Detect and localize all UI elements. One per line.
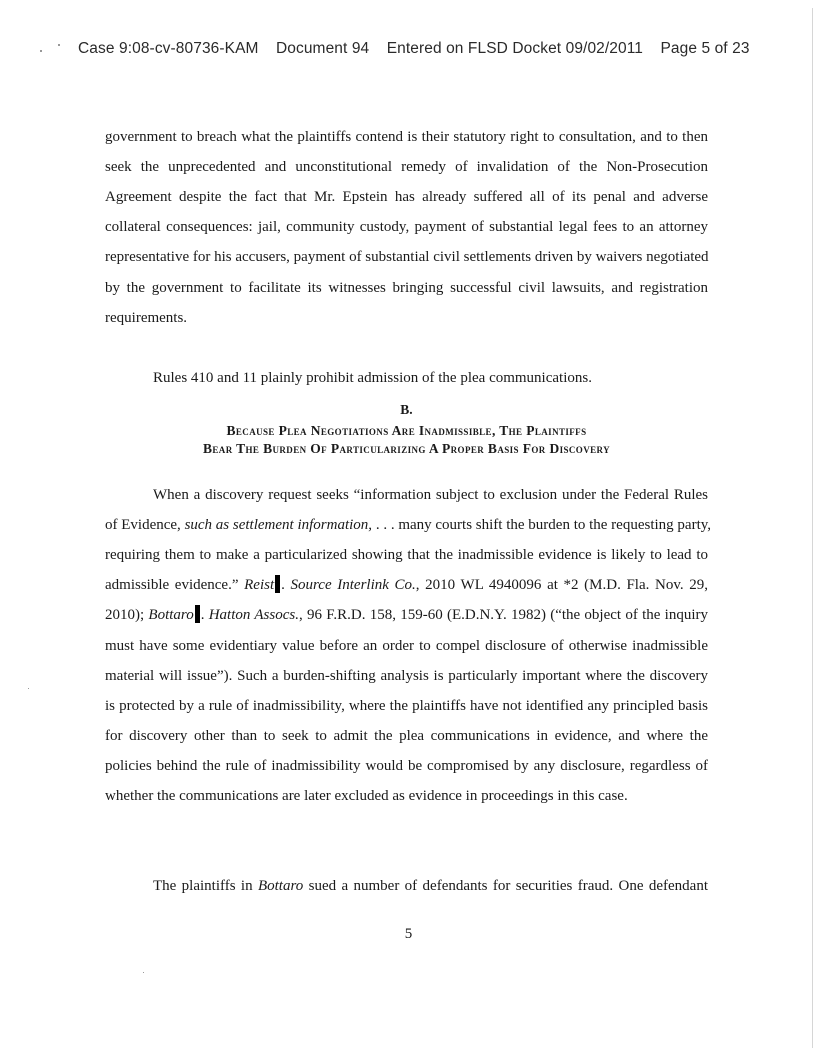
scan-speck xyxy=(40,50,42,52)
text-run: 2010); xyxy=(105,607,149,624)
header-case-number: Case 9:08-cv-80736-KAM xyxy=(78,40,259,57)
text-line: policies behind the rule of inadmissibility would be compromised by any disclosure, regardless of xyxy=(105,757,708,774)
text-line xyxy=(105,510,712,534)
case-name: Reist xyxy=(244,577,275,594)
text-run: , 96 F.R.D. 158, 159-60 (E.D.N.Y. 1982) (“the object of the inquiry xyxy=(298,607,708,624)
case-name: Source Interlink Co. xyxy=(290,577,416,594)
header-docket-entry: Entered on FLSD Docket 09/02/2011 xyxy=(386,40,644,57)
text-run: . xyxy=(200,607,209,624)
text-line: representative for his accusers, payment of substantial civil settlements driven by waivers negotiated xyxy=(105,249,709,266)
text-line: collateral consequences: jail, community custody, payment of substantial legal fees to an attorney xyxy=(105,219,708,236)
text-line: material will issue”). Such a burden-shifting analysis is particularly important where the discovery xyxy=(105,667,708,684)
text-run: admissible evidence.” xyxy=(105,577,245,594)
text-line: is protected by a rule of inadmissibility, where the plaintiffs have not identified any principled basis xyxy=(105,697,708,714)
case-name: Hatton Assocs. xyxy=(208,607,299,624)
section-heading-line-2: Bear The Burden Of Particularizing A Proper Basis For Discovery xyxy=(202,441,610,456)
text-line: Agreement despite the fact that Mr. Epstein has already suffered all of its penal and adverse xyxy=(105,189,708,206)
page-number: 5 xyxy=(404,926,413,942)
text-line: whether the communications are later excluded as evidence in proceedings in this case. xyxy=(105,788,628,804)
text-line: for discovery other than to seek to admit the plea communications in evidence, and where the xyxy=(105,727,708,744)
text-run: The plaintiffs in xyxy=(153,878,258,894)
italic-phrase: such as settlement information, xyxy=(184,517,373,534)
scan-speck xyxy=(143,972,144,973)
text-run: . . . many courts shift the burden to the requesting party, xyxy=(372,517,712,534)
text-line xyxy=(105,600,708,624)
header-document-number: Document 94 xyxy=(275,40,370,57)
redaction-bar xyxy=(195,605,200,623)
text-line: by the government to facilitate its witnesses bringing successful civil lawsuits, and registration xyxy=(105,279,708,296)
text-run: sued a number of defendants for securities fraud. One defendant xyxy=(303,878,708,894)
text-line: requirements. xyxy=(105,309,188,326)
scan-speck xyxy=(28,688,29,689)
redaction-bar xyxy=(275,575,280,593)
text-line: government to breach what the plaintiffs contend is their statutory right to consultation, and to then xyxy=(105,129,708,145)
text-line: When a discovery request seeks “information subject to exclusion under the Federal Rules xyxy=(153,487,708,503)
docket-header xyxy=(78,40,750,58)
header-page-count: Page 5 of 23 xyxy=(660,40,750,57)
text-run: of Evidence, xyxy=(105,517,185,534)
text-run: , 2010 WL 4940096 at *2 (M.D. Fla. Nov. 29, xyxy=(415,577,708,594)
text-line: requiring them to make a particularized showing that the inadmissible evidence is likely to lead to xyxy=(105,547,708,564)
page-edge-line xyxy=(812,8,813,1048)
text-line: must have some evidentiary value before an order to compel disclosure of otherwise inadmissible xyxy=(105,637,708,654)
text-run: . xyxy=(281,577,291,594)
section-heading-line-1: Because Plea Negotiations Are Inadmissible, The Plaintiffs xyxy=(226,423,587,438)
case-name: Bottaro xyxy=(257,878,304,894)
text-line xyxy=(105,871,708,894)
case-name: Bottaro xyxy=(148,607,194,624)
scan-speck xyxy=(58,44,60,46)
text-line: seek the unprecedented and unconstitutional remedy of invalidation of the Non-Prosecution xyxy=(105,159,708,176)
section-letter: B. xyxy=(400,402,413,417)
text-line: Rules 410 and 11 plainly prohibit admission of the plea communications. xyxy=(153,370,592,386)
text-line xyxy=(105,570,708,594)
